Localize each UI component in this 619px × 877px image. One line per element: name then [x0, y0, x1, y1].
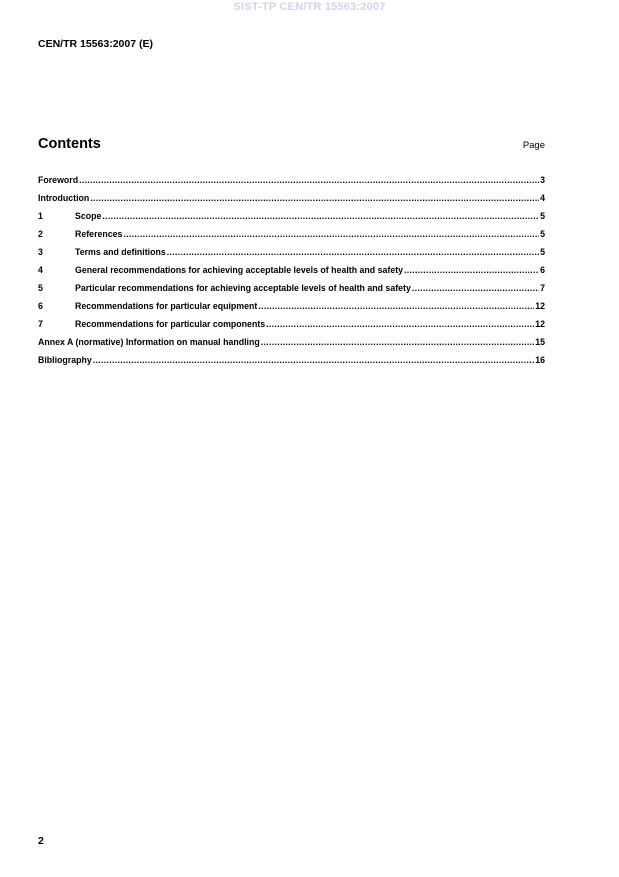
toc-entry-annex-a[interactable] — [38, 337, 545, 355]
toc-entry-label: Annex A (normative) Information on manual handling — [38, 337, 260, 347]
toc-entry-label: Particular recommendations for achieving acceptable levels of health and safety — [75, 283, 411, 293]
toc-entry-page: 15 — [535, 337, 545, 347]
toc-entry-label: Terms and definitions — [75, 247, 166, 257]
toc-entry-page: 5 — [540, 247, 545, 257]
toc-entry-page: 4 — [540, 193, 545, 203]
toc-leader-dots — [102, 211, 539, 221]
toc-entry-page: 16 — [535, 355, 545, 365]
contents-title: Contents — [38, 136, 101, 152]
toc-entry-page: 7 — [540, 283, 545, 293]
toc-entry-page: 6 — [540, 265, 545, 275]
page-number: 2 — [38, 835, 44, 847]
toc-entry-bibliography[interactable] — [38, 355, 545, 373]
toc-leader-dots — [93, 355, 534, 365]
toc-entry-label: References — [75, 229, 123, 239]
toc-entry-introduction[interactable] — [38, 193, 545, 211]
toc-entry-general-recommendations[interactable] — [38, 265, 545, 283]
toc-leader-dots — [261, 337, 534, 347]
toc-entry-label: General recommendations for achieving acceptable levels of health and safety — [75, 265, 404, 275]
toc-entry-terms-and-definitions[interactable] — [38, 247, 545, 265]
toc-leader-dots — [123, 229, 539, 239]
table-of-contents — [38, 175, 545, 373]
toc-entry-particular-equipment[interactable] — [38, 301, 545, 319]
toc-entry-number: 7 — [38, 319, 43, 329]
toc-entry-label: Recommendations for particular equipment — [75, 301, 258, 311]
toc-leader-dots — [404, 265, 539, 275]
toc-entry-particular-recommendations[interactable] — [38, 283, 545, 301]
toc-entry-number: 1 — [38, 211, 43, 221]
toc-header — [38, 136, 545, 156]
toc-leader-dots — [90, 193, 539, 203]
toc-entry-number: 5 — [38, 283, 43, 293]
toc-leader-dots — [167, 247, 539, 257]
toc-entry-scope[interactable] — [38, 211, 545, 229]
toc-leader-dots — [79, 175, 539, 185]
page-column-label: Page — [522, 140, 545, 151]
toc-entry-number: 6 — [38, 301, 43, 311]
toc-entry-label: Scope — [75, 211, 102, 221]
toc-entry-page: 3 — [540, 175, 545, 185]
toc-entry-particular-components[interactable] — [38, 319, 545, 337]
toc-entry-number: 4 — [38, 265, 43, 275]
toc-entry-number: 2 — [38, 229, 43, 239]
toc-entry-page: 5 — [540, 229, 545, 239]
toc-entry-number: 3 — [38, 247, 43, 257]
toc-leader-dots — [266, 319, 534, 329]
toc-entry-page: 5 — [540, 211, 545, 221]
toc-leader-dots — [412, 283, 539, 293]
toc-entry-label: Recommendations for particular components — [75, 319, 266, 329]
toc-entry-label: Bibliography — [38, 355, 92, 365]
toc-entry-label: Foreword — [38, 175, 79, 185]
document-id: CEN/TR 15563:2007 (E) — [38, 38, 153, 50]
watermark: SIST-TP CEN/TR 15563:2007 — [233, 1, 386, 13]
toc-entry-references[interactable] — [38, 229, 545, 247]
toc-leader-dots — [258, 301, 534, 311]
toc-entry-foreword[interactable] — [38, 175, 545, 193]
toc-entry-page: 12 — [535, 319, 545, 329]
toc-entry-label: Introduction — [38, 193, 90, 203]
toc-entry-page: 12 — [535, 301, 545, 311]
